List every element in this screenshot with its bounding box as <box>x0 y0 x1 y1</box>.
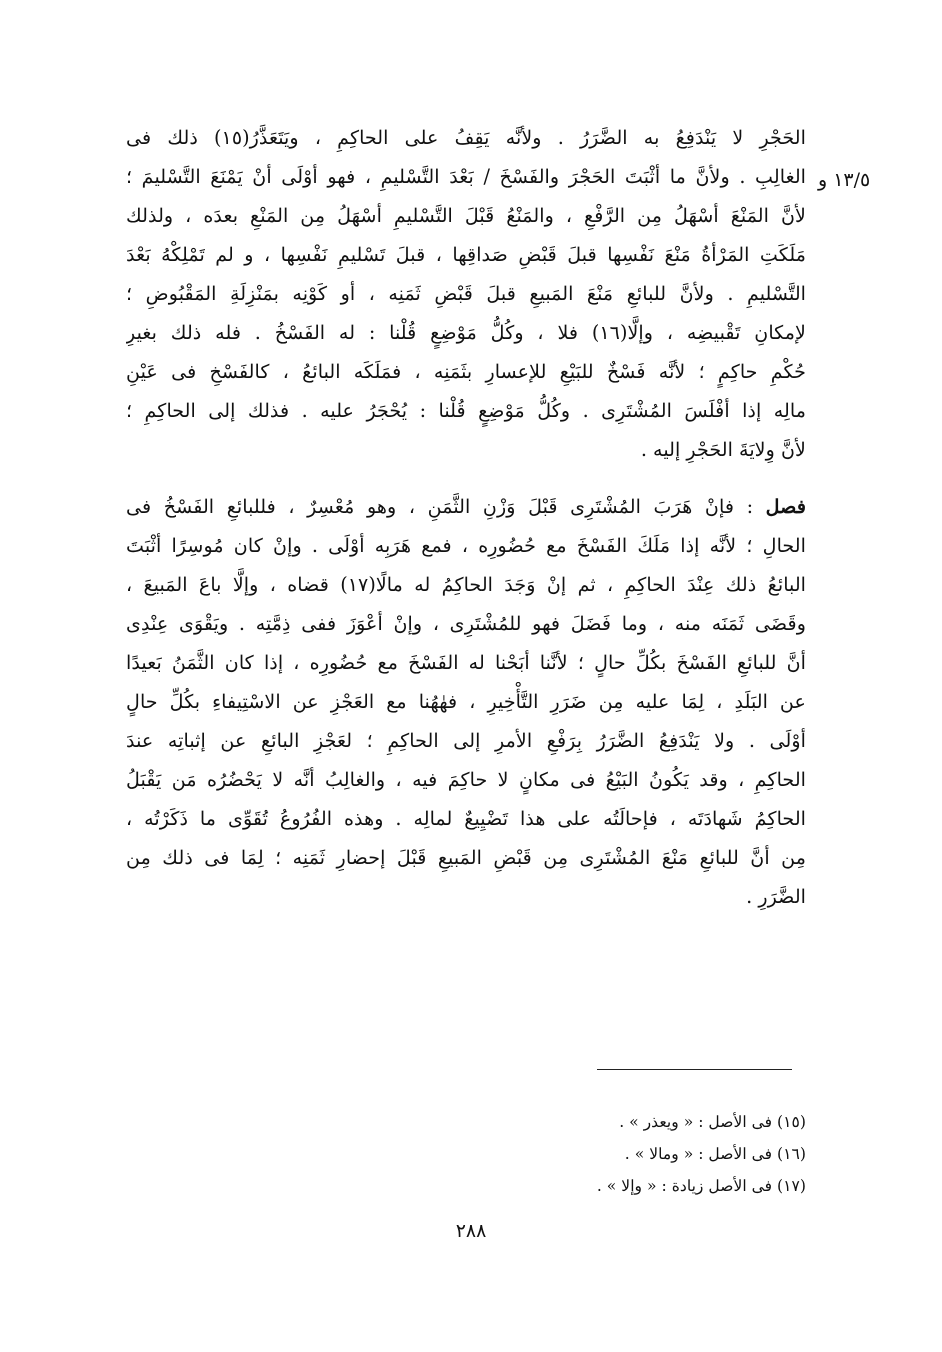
text-line: مِن أنَّ للبائعِ مَنْعَ المُشْتَرِى مِن قَبْضِ المَبيعِ قَبْلَ إحضارِ ثَمَنِه ؛ لِمَا فى ذلك مِن <box>126 846 806 869</box>
text-line: الحالِ ؛ لأنَّه إذا مَلَكَ الفَسْخَ مع حُضُورِه ، فمع هَرَبِه أوْلَى . وإنْ كان مُوسِرًا أثْبَتَ <box>126 534 806 557</box>
text-line: لإمكانِ تَقْبيضِه ، وإلَّا(١٦) فلا ، وكُلُّ مَوْضِعٍ قُلْنا : له الفَسْخُ . فله ذلك بغيرِ <box>126 321 806 344</box>
footnote: (١٥) فى الأصل : « ويعذر » . <box>619 1113 806 1131</box>
text-line: حُكْمِ حاكِمٍ ؛ لأنَّه فَسْخٌ للبَيْعِ للإعسارِ بثَمَنِه ، فمَلَكَه البائعُ ، كالفَسْخِ فى عَيْنِ <box>126 360 806 383</box>
text-line: لأنَّ وِلايَةَ الحَجْرِ إليه . <box>640 438 806 461</box>
footnotes <box>520 1106 806 1202</box>
text-line: أنَّ للبائعِ الفَسْخَ بكُلِّ حالٍ ؛ لأنَّنا أبَحْنا له الفَسْخَ مع حُضُورِه ، إذا كان الثَّمَنُ بَعيدًا <box>126 651 806 674</box>
text-line-section-start <box>126 487 806 526</box>
text-line: التَّسْليمِ . ولأنَّ للبائعِ مَنْعَ المَبيعِ قبلَ قَبْضِ ثَمَنِه ، أو كَوْنِه بمَنْزِلَةِ المَقْبُوضِ ؛ <box>126 282 806 305</box>
text-line: الضَّرَرِ . <box>746 885 806 908</box>
footnote: (١٧) فى الأصل زيادة : « وإلا » . <box>596 1177 806 1195</box>
text-line: الحاكِمِ ، وقد يَكُونُ البَيْعُ فى مكانٍ لا حاكِمَ فيه ، والغالِبُ أنَّه لا يَحْضُرُه مَن يَقْبَلُ <box>126 768 806 791</box>
text-line: لأنَّ المَنْعَ أسْهَلُ مِن الرَّفْعِ ، والمَنْعُ قَبْلَ التَّسْليمِ أسْهَلُ مِن المَنْعِ بعدَه ، ولذلك <box>126 204 806 227</box>
page-number: ٢٨٨ <box>455 1220 487 1242</box>
text-line: الحاكِمُ شَهادَتَه ، فإحالَتُه على هذا تَضْيِيعٌ لمالِه . وهذه الفُرُوعُ تُقَوِّى ما ذَكَرْتُه ، <box>126 807 806 830</box>
main-text <box>126 118 806 916</box>
text-line: عن البَلَدِ ، لِمَا عليه مِن ضَرَرِ التَّأْخِيرِ ، فهٰهُنا مع العَجْزِ عن الاسْتِيفاءِ بكُلِّ حالٍ <box>126 690 806 713</box>
text-line: الغالِبِ . ولأنَّ ما أثْبَتَ الحَجْرَ والفَسْخَ / بَعْدَ التَّسْليمِ ، فهو أوْلَى أنْ يَمْنَعَ التَّسْليمَ ؛ <box>126 165 806 188</box>
text-line: البائعُ ذلك عِنْدَ الحاكِمِ ، ثم إنْ وَجَدَ الحاكِمُ له مالًا(١٧) قضاه ، وإلَّا باعَ المَبيعَ ، <box>126 573 806 596</box>
footnote: (١٦) فى الأصل : « ومالا » . <box>624 1145 806 1163</box>
text-line: وقَضَى ثَمَنَه منه ، وما فَضَلَ فهو للمُشْتَرِى ، وإنْ أعْوَزَ ففى ذِمَّتِه . ويَقْوَى عِنْدِى <box>126 612 806 635</box>
footnote-separator <box>597 1069 792 1070</box>
text-line-rest: : فإنْ هَرَبَ المُشْتَرِى قَبْلَ وَزْنِ الثَّمَنِ ، وهو مُعْسِرٌ ، فللبائعِ الفَسْخُ فى <box>126 495 754 518</box>
section-heading-fasl: فصل <box>765 495 806 518</box>
marginal-folio-note: ١٣/٥ و <box>818 169 871 191</box>
text-line: أوْلَى . ولا يَنْدَفِعُ الضَّرَرُ بِرَفْعِ الأمرِ إلى الحاكِمِ ؛ لعَجْزِ البائعِ عن إثباتِه عندَ <box>126 729 806 752</box>
text-line: الحَجْرِ لا يَنْدَفِعُ به الضَّرَرُ . ولأنَّه يَقِفُ على الحاكِمِ ، ويَتَعَذَّرُ(١٥) ذلك فى <box>126 126 806 149</box>
text-line: مَلَكَتِ المَرْأةُ مَنْعَ نَفْسِها قبلَ قَبْضِ صَداقِها ، قبلَ تَسْليمِ نَفْسِها ، و لم تَمْلِكْهُ بَعْدَ <box>126 243 806 266</box>
text-line: مالِه إذا أفْلَسَ المُشْتَرِى . وكُلُّ مَوْضِعٍ قُلْنا : يُحْجَرُ عليه . فذلك إلى الحاكِمِ ؛ <box>126 399 806 422</box>
